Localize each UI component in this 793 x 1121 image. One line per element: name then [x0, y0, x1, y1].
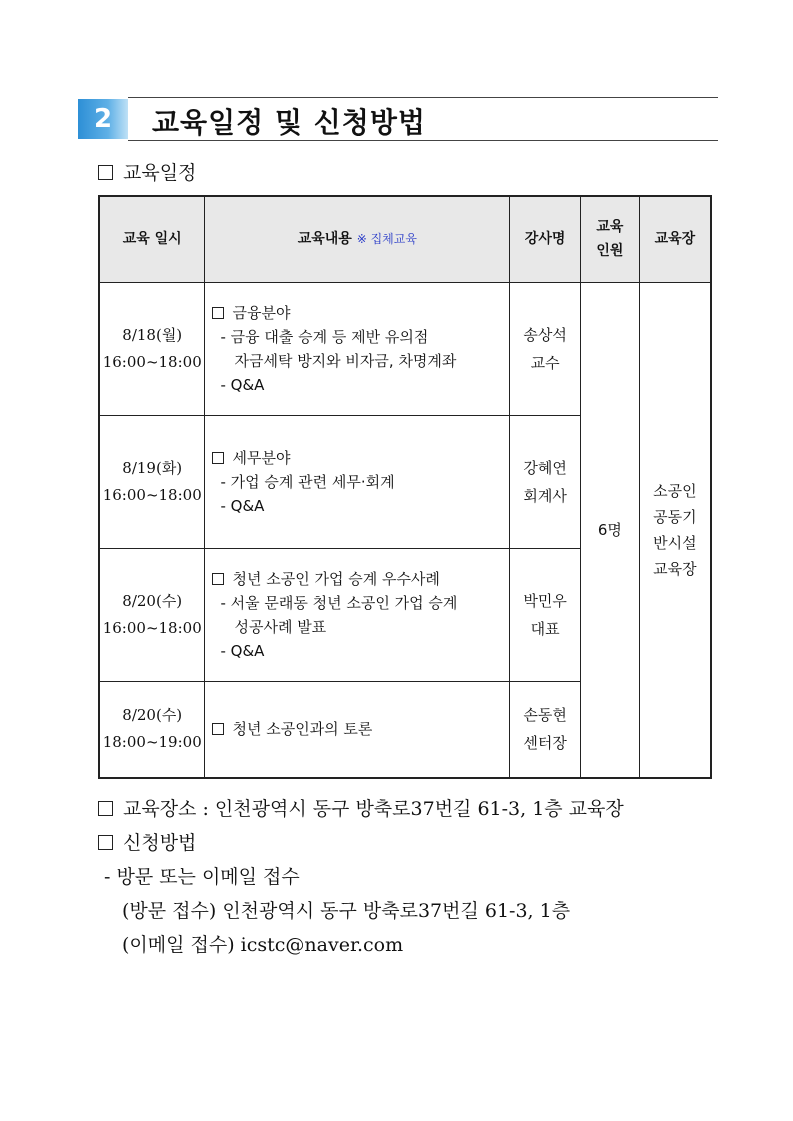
row-date-cell: [99, 415, 205, 548]
row-topic: [212, 567, 509, 591]
row-date: 8/19(화): [122, 458, 183, 477]
header-count: [580, 196, 639, 282]
checkbox-icon: [212, 452, 224, 464]
row-line: - Q&A: [220, 375, 265, 394]
header-count-line1: 교육: [596, 219, 624, 236]
lecturer-title: 회계사: [523, 486, 567, 505]
row-content-cell: [205, 548, 510, 681]
header-rule-bottom: [128, 140, 718, 141]
table-header-row: [99, 196, 711, 282]
checkbox-icon: [98, 165, 113, 180]
row-date: 8/20(수): [122, 591, 183, 610]
header-content-label: 교육내용: [297, 231, 352, 248]
apply-heading-text: 신청방법: [123, 832, 197, 854]
row-time: 16:00~18:00: [102, 618, 202, 637]
count-cell: 6명: [580, 282, 639, 778]
table-row: [99, 282, 711, 415]
apply-heading: [98, 828, 196, 855]
row-line: - 서울 문래동 청년 소공인 가업 승계: [220, 593, 458, 612]
row-lecturer-cell: [510, 415, 581, 548]
row-date: 8/20(수): [122, 706, 183, 725]
row-date-cell: [99, 681, 205, 778]
lecturer-title: 교수: [530, 353, 560, 372]
header-count-line2: 인원: [596, 243, 624, 260]
checkbox-icon: [212, 723, 224, 735]
header-date: 교육 일시: [99, 196, 205, 282]
row-time: 18:00~19:00: [102, 733, 202, 752]
section-title: 교육일정 및 신청방법: [152, 106, 426, 139]
row-time: 16:00~18:00: [102, 485, 202, 504]
lecturer-name: 송상석: [523, 325, 567, 344]
header-rule-top: [128, 97, 718, 98]
row-time: 16:00~18:00: [102, 352, 202, 371]
row-line: - Q&A: [220, 496, 265, 515]
row-topic-text: 금융분야: [232, 303, 291, 322]
lecturer-title: 센터장: [523, 734, 567, 753]
row-line: - 금융 대출 승계 등 제반 유의점: [220, 327, 429, 346]
checkbox-icon: [212, 573, 224, 585]
header-lecturer: 강사명: [510, 196, 581, 282]
schedule-heading: [98, 158, 196, 185]
row-lecturer-cell: [510, 681, 581, 778]
schedule-table: [98, 195, 712, 779]
row-topic: [212, 301, 509, 325]
place-line: 반시설: [653, 533, 697, 552]
place-line: 교육장: [653, 559, 697, 578]
place-cell: [639, 282, 711, 778]
checkbox-icon: [212, 307, 224, 319]
location-text: 교육장소 : 인천광역시 동구 방축로37번길 61-3, 1층 교육장: [123, 798, 624, 820]
apply-email-line: (이메일 접수) icstc@naver.com: [122, 934, 404, 956]
row-topic: [212, 446, 509, 470]
header-content: [205, 196, 510, 282]
row-date-cell: [99, 548, 205, 681]
lecturer-name: 손동현: [523, 706, 567, 725]
row-content-cell: [205, 681, 510, 778]
row-line: 자금세탁 방지와 비자금, 차명계좌: [234, 351, 457, 370]
checkbox-icon: [98, 801, 113, 816]
row-topic-text: 청년 소공인과의 토론: [232, 720, 373, 739]
checkbox-icon: [98, 835, 113, 850]
lecturer-title: 대표: [530, 619, 560, 638]
row-topic-text: 청년 소공인 가업 승계 우수사례: [232, 569, 440, 588]
row-topic: [212, 717, 509, 741]
header-content-note: ※ 집체교육: [356, 232, 417, 247]
section-number-badge: 2: [78, 99, 128, 139]
row-content-cell: [205, 415, 510, 548]
row-content-cell: [205, 282, 510, 415]
place-line: 소공인: [653, 481, 697, 500]
place-line: 공동기: [653, 507, 697, 526]
row-line: - Q&A: [220, 641, 265, 660]
row-date: 8/18(월): [122, 325, 183, 344]
schedule-heading-text: 교육일정: [123, 162, 197, 184]
apply-line: - 방문 또는 이메일 접수: [104, 866, 300, 888]
location-paragraph: [98, 794, 624, 821]
row-line: - 가업 승계 관련 세무·회계: [220, 472, 395, 491]
row-topic-text: 세무분야: [232, 448, 291, 467]
section-header: [78, 97, 718, 141]
row-date-cell: [99, 282, 205, 415]
row-lecturer-cell: [510, 282, 581, 415]
row-lecturer-cell: [510, 548, 581, 681]
header-place: 교육장: [639, 196, 711, 282]
lecturer-name: 강혜연: [523, 458, 567, 477]
row-line: 성공사례 발표: [234, 617, 327, 636]
apply-line: (방문 접수) 인천광역시 동구 방축로37번길 61-3, 1층: [122, 900, 571, 922]
lecturer-name: 박민우: [523, 591, 567, 610]
